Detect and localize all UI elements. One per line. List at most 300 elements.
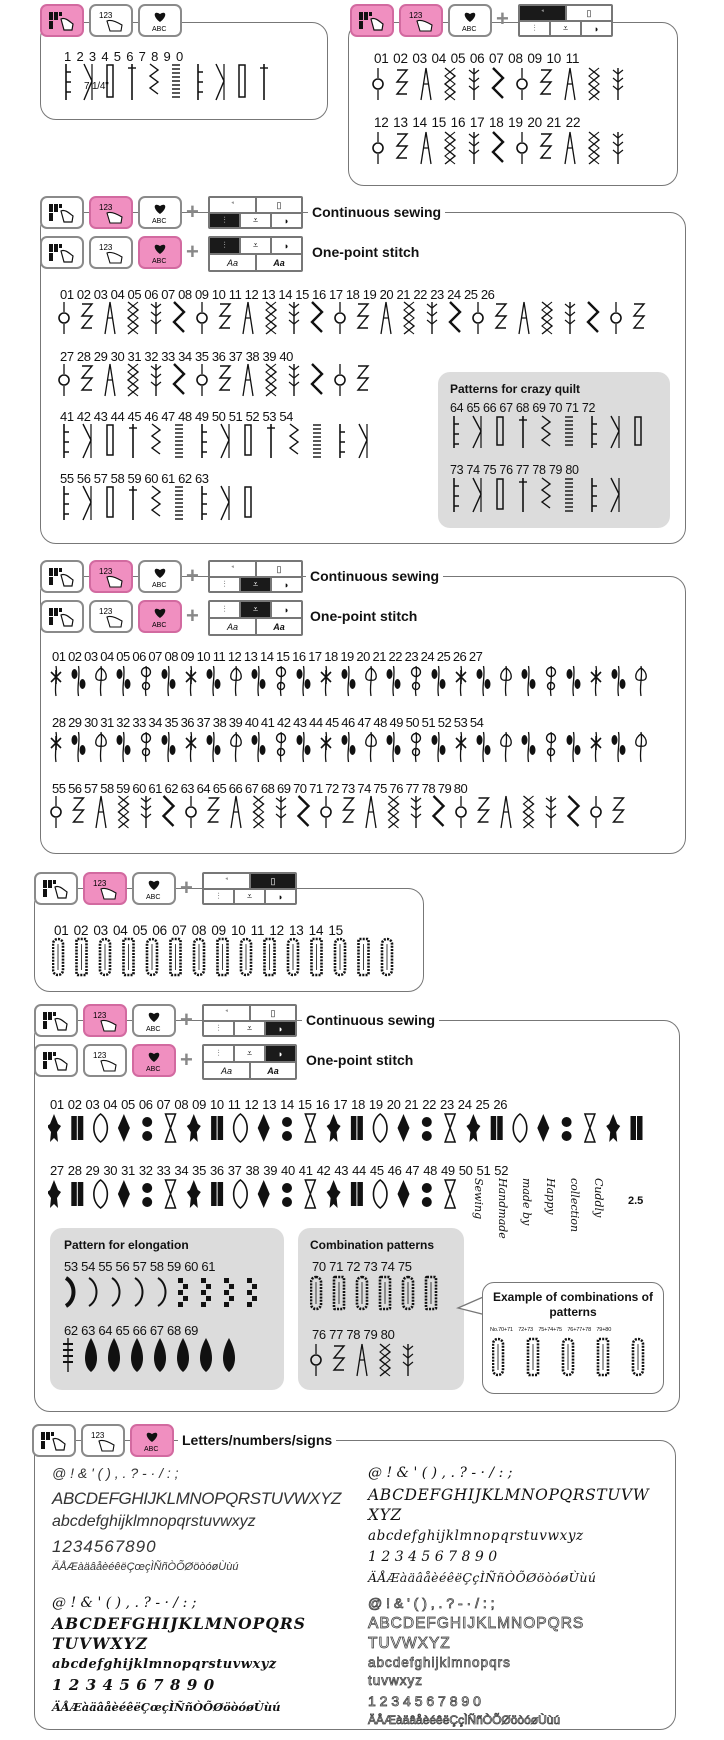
number-mode-button-5[interactable]	[83, 872, 127, 905]
stitch-glyph	[59, 364, 69, 396]
stitch-glyph	[105, 364, 115, 396]
combination-example-title: Example of combinations of patterns	[492, 1290, 654, 1319]
stitch-glyph	[491, 1116, 503, 1140]
stitch-glyph	[321, 796, 331, 828]
stitch-glyph	[612, 666, 626, 696]
s4-row2-numbers: 28 29 30 31 32 33 34 35 36 37 38 39 40 41 42 43 44 45 46 47 48 49 50 51 52 53 54	[52, 715, 484, 730]
crazy-row2-glyphs	[448, 476, 638, 514]
number-mode-button-3b[interactable]	[89, 236, 133, 269]
stitch-glyph	[528, 1339, 538, 1375]
stitch-glyph	[585, 1114, 595, 1142]
stitch-glyph	[117, 666, 131, 696]
svg-text:123: 123	[93, 878, 107, 888]
stitch-glyph	[456, 666, 466, 696]
stitch-glyph	[547, 732, 556, 762]
stitch-glyph	[186, 732, 196, 762]
buttonhole-options: ▯ ⫶ ⩡ ◗	[202, 872, 297, 905]
stitch-glyph	[344, 798, 354, 822]
stitch-glyph	[258, 1114, 270, 1142]
stitch-glyph	[456, 796, 466, 828]
stitch-glyph	[397, 134, 407, 158]
svg-text:123: 123	[91, 1430, 105, 1440]
stitch-glyph	[542, 302, 552, 334]
stitch-glyph	[164, 796, 174, 826]
stitch-glyph	[493, 132, 503, 162]
stitch-glyph	[234, 1180, 248, 1208]
stitch-glyph	[152, 424, 160, 454]
stitch-glyph	[501, 732, 512, 762]
utility-mode-button-7[interactable]	[32, 1424, 76, 1457]
s3-row4-glyphs	[58, 484, 278, 522]
stitch-glyph	[358, 304, 368, 328]
stitch-glyph	[519, 478, 527, 512]
f2-lower: abcdefghijklmnopqrstuvwxyz	[368, 1528, 584, 1544]
stitch-glyph	[589, 132, 599, 164]
stitch-glyph	[589, 68, 599, 100]
stitch-glyph	[105, 302, 115, 334]
utility-mode-button-6b[interactable]	[34, 1044, 78, 1077]
f2-digits: 1 2 3 4 5 6 7 8 9 0	[368, 1549, 498, 1565]
stitch-glyph	[187, 1180, 201, 1208]
combo-row1-numbers: 70 71 72 73 74 75	[312, 1259, 412, 1274]
stitch-glyph	[450, 302, 460, 332]
stitch-glyph	[567, 732, 581, 762]
stitch-glyph	[158, 1278, 166, 1306]
stitch-glyph	[469, 68, 479, 100]
number-mode-button-3[interactable]	[89, 196, 133, 229]
stitch-glyph	[380, 1277, 390, 1309]
stitch-glyph	[198, 64, 203, 100]
stitch-glyph	[211, 1116, 223, 1140]
word-collection: collection	[568, 1178, 581, 1233]
stitch-glyph	[519, 302, 529, 334]
f2-signs: @ ! & ' ( ) , . ? - · / : ;	[368, 1465, 513, 1481]
stitch-glyph	[412, 666, 421, 696]
stitch-glyph	[141, 796, 151, 828]
stitch-glyph	[100, 939, 110, 975]
stitch-glyph	[128, 64, 136, 100]
svg-text:123: 123	[93, 1010, 107, 1020]
one-point-options-6: ⫶ ⩡ ◗ Aa Aa	[202, 1044, 297, 1080]
stitch-glyph	[216, 64, 224, 100]
stitch-glyph	[562, 1117, 572, 1141]
number-mode-button-6[interactable]	[83, 1004, 127, 1037]
opt-cell-e[interactable]: ◗	[581, 21, 612, 36]
stitch-glyph	[85, 1338, 97, 1372]
stitch-glyph	[411, 796, 421, 828]
plus-sign: +	[496, 6, 509, 31]
s6-row1-numbers: 01 02 03 04 05 06 07 08 09 10 11 12 13 14 15 16 17 18 19 20 21 22 23 24 25 26	[50, 1097, 508, 1112]
stitch-glyph	[289, 364, 299, 396]
stitch-glyph	[427, 302, 437, 334]
utility-mode-button-3[interactable]	[40, 196, 84, 229]
stitch-glyph	[166, 1180, 176, 1208]
utility-mode-button-6[interactable]	[34, 1004, 78, 1037]
s2-row1-glyphs	[372, 66, 642, 106]
stitch-glyph	[63, 1338, 73, 1372]
combo-row2-numbers: 76 77 78 79 80	[312, 1327, 395, 1342]
utility-mode-button[interactable]	[40, 4, 84, 37]
utility-mode-button-5[interactable]	[34, 872, 78, 905]
stitch-glyph	[380, 1344, 390, 1376]
s3-row3-glyphs	[58, 422, 388, 460]
s4-row3-glyphs	[50, 794, 680, 838]
s2-row1-numbers: 01 02 03 04 05 06 07 08 09 10 11	[374, 51, 580, 66]
plus-sign: +	[180, 1007, 193, 1032]
s4-row1-numbers: 01 02 03 04 05 06 07 08 09 10 11 12 13 14 15 16 17 18 19 20 21 22 23 24 25 26 27	[52, 649, 483, 664]
stitch-glyph	[186, 666, 196, 696]
opt-cell-c[interactable]: ⫶	[519, 21, 550, 36]
stitch-glyph	[497, 479, 503, 509]
stitch-glyph	[175, 425, 183, 457]
character-mode-button-4[interactable]	[138, 560, 182, 593]
stitch-glyph	[66, 64, 71, 100]
stitch-glyph	[469, 132, 479, 164]
stitch-glyph	[172, 65, 180, 97]
stitch-glyph	[247, 1278, 257, 1307]
stitch-glyph	[94, 1180, 108, 1208]
stitch-glyph	[83, 424, 91, 458]
stitch-glyph	[389, 796, 399, 828]
stitch-glyph	[267, 424, 275, 458]
one-point-options: ⫶ ⩡ ◗ Aa Aa	[208, 236, 303, 272]
number-mode-button-4[interactable]	[89, 560, 133, 593]
stitch-glyph	[151, 364, 161, 396]
stitch-glyph	[299, 796, 309, 826]
heart-abc-icon	[146, 8, 174, 34]
stitch-glyph	[321, 666, 331, 696]
stitch-glyph	[592, 416, 597, 448]
f1-lower: abcdefghijklmnopqrstuvwxyz	[52, 1513, 256, 1530]
stitch-glyph	[334, 1346, 344, 1370]
stitch-glyph	[445, 1114, 455, 1142]
stitch-glyph	[565, 132, 575, 164]
stitch-glyph	[614, 798, 624, 822]
stitch-glyph	[51, 666, 61, 696]
svg-text:123: 123	[93, 1050, 107, 1060]
stitch-glyph	[297, 732, 311, 762]
opt-cell-a[interactable]	[519, 5, 566, 21]
stitch-glyph	[311, 1277, 321, 1309]
stitch-glyph	[373, 1114, 387, 1142]
stitch-glyph	[129, 486, 137, 520]
stitch-glyph	[606, 1114, 620, 1142]
stitch-glyph	[569, 796, 579, 826]
stitch-glyph	[397, 70, 407, 94]
crazy-row2-numbers: 73 74 75 76 77 78 79 80	[450, 463, 579, 477]
s5-row1-numbers: 01 02 03 04 05 06 07 08 09 10 11 12 13 14 15	[54, 923, 343, 938]
stitch-glyph	[493, 68, 503, 98]
stitch-glyph	[342, 732, 356, 762]
stitch-glyph	[541, 134, 551, 158]
stitch-glyph	[74, 798, 84, 822]
stitch-glyph	[612, 732, 626, 762]
stitch-glyph	[351, 1116, 363, 1140]
word-sewing: Sewing	[472, 1178, 485, 1220]
s4-row3-numbers: 55 56 57 58 59 60 61 62 63 64 65 66 67 68 69 70 71 72 73 74 75 76 77 78 79 80	[52, 781, 468, 796]
character-mode-button-6[interactable]	[132, 1004, 176, 1037]
stitch-glyph	[633, 1339, 643, 1375]
stitch-glyph	[289, 302, 299, 334]
stitch-glyph	[445, 132, 455, 164]
stitch-glyph	[107, 487, 113, 517]
stitch-glyph	[107, 65, 113, 97]
f3-upper-2: TUVWXYZ	[52, 1634, 148, 1653]
stitch-glyph	[591, 732, 601, 762]
stitch-glyph	[265, 939, 275, 975]
stitch-glyph	[151, 302, 161, 334]
combo-row2-glyphs	[310, 1342, 440, 1382]
stitch-glyph	[197, 364, 207, 396]
stitch-glyph	[252, 732, 266, 762]
svg-text:ABC: ABC	[146, 1025, 161, 1033]
stitch-glyph	[422, 1183, 432, 1207]
f2-upper-2: XYZ	[368, 1506, 402, 1524]
stitch-glyph	[398, 1180, 410, 1208]
f1-digits: 1234567890	[52, 1537, 157, 1556]
stitch-glyph	[335, 364, 345, 396]
stitch-glyph	[82, 366, 92, 390]
stitch-glyph	[456, 732, 466, 762]
stitch-glyph	[209, 798, 219, 822]
stitch-glyph	[524, 796, 534, 828]
number-mode-button-7[interactable]	[81, 1424, 125, 1457]
opt-cell-b[interactable]: ▯	[566, 5, 612, 21]
stitch-glyph	[565, 417, 573, 445]
f2-accents: ÄÅÆàäâåèéêëÇçÌÑñÒÕØöòóøÙùú	[368, 1570, 597, 1585]
stitch-glyph	[234, 1114, 248, 1142]
stitch-glyph	[473, 416, 481, 448]
combination-example-labels: No.70+71 72+73 75​+74+75 76+77+78 79+80	[490, 1327, 612, 1333]
stitch-glyph	[497, 417, 503, 445]
stitch-glyph	[542, 478, 550, 508]
f4-lower-2: tuvwxyz	[368, 1673, 424, 1688]
f4-lower: abcdefghijklmnopqrs	[368, 1655, 511, 1670]
s6-row2-numbers: 27 28 29 30 31 32 33 34 35 36 37 38 39 40 41 42 43 44 45 46 47 48 49 50 51 52	[50, 1163, 509, 1178]
stitch-glyph	[305, 1114, 315, 1142]
stitch-glyph	[432, 732, 446, 762]
stitch-glyph	[517, 132, 527, 164]
stitch-glyph	[611, 302, 621, 334]
number-mode-button-4b[interactable]	[89, 600, 133, 633]
stitch-glyph	[220, 304, 230, 328]
w52-label: 2.5	[628, 1195, 644, 1207]
stitch-glyph	[277, 732, 286, 762]
s6-row2-glyphs	[48, 1176, 468, 1216]
stitch-glyph	[202, 424, 207, 458]
f4-digits: 1 2 3 4 5 6 7 8 9 0	[368, 1693, 481, 1709]
stitch-glyph	[166, 1114, 176, 1142]
stitch-glyph	[107, 425, 113, 455]
continuous-options: ▯ ⫶ ⩡ ◗	[208, 196, 303, 229]
stitch-glyph	[477, 666, 491, 696]
svg-text:123: 123	[99, 10, 113, 20]
plus-sign: +	[186, 603, 199, 628]
combination-title: Combination patterns	[310, 1238, 435, 1252]
character-mode-button[interactable]	[138, 4, 182, 37]
stitch-glyph	[466, 1114, 480, 1142]
character-mode-button-7[interactable]	[130, 1424, 174, 1457]
stitch-glyph	[519, 416, 527, 448]
elong-row2-numbers: 62 63 64 65 66 67 68 69	[64, 1323, 199, 1338]
character-mode-button-3[interactable]	[138, 196, 182, 229]
continuous-sewing-label-4: Continuous sewing	[306, 568, 443, 584]
stitch-glyph	[496, 304, 506, 328]
f4-upper-1: ABCDEFGHIJKLMNOPQRS	[368, 1615, 585, 1632]
stitch-glyph	[254, 796, 264, 828]
elong-row1-glyphs	[62, 1274, 276, 1312]
stitch-glyph	[334, 1277, 344, 1309]
stitch-glyph	[152, 486, 160, 516]
stitch-glyph	[421, 132, 431, 164]
utility-stitch-icon	[47, 9, 77, 33]
elongation-title: Pattern for elongation	[64, 1238, 189, 1252]
stitch-glyph	[522, 732, 536, 762]
number-mode-button-2[interactable]	[399, 4, 443, 37]
word-happy: Happy	[544, 1178, 557, 1215]
stitch-glyph	[588, 302, 598, 332]
character-mode-button-2[interactable]	[448, 4, 492, 37]
stitch-glyph	[108, 1338, 120, 1372]
stitch-glyph	[501, 666, 512, 696]
number-mode-button[interactable]	[89, 4, 133, 37]
f1-signs: @ ! & ' ( ) , . ? - · / : ;	[52, 1465, 179, 1481]
stitch-glyph	[218, 939, 228, 975]
stitch-glyph	[142, 666, 151, 696]
stitch-glyph	[282, 1183, 292, 1207]
s2-row2-glyphs	[372, 130, 642, 170]
stitch-glyph	[207, 666, 221, 696]
character-mode-button-4b[interactable]	[138, 600, 182, 633]
stitch-glyph	[546, 796, 556, 828]
stitch-glyph	[541, 70, 551, 94]
continuous-sewing-label-6: Continuous sewing	[302, 1012, 439, 1028]
character-mode-button-5[interactable]	[132, 872, 176, 905]
stitch-glyph	[636, 666, 647, 696]
stitch-glyph	[335, 939, 345, 975]
stitch-glyph	[96, 796, 106, 828]
stitch-glyph	[357, 1344, 367, 1376]
stitch-glyph	[276, 796, 286, 828]
stitch-glyph	[636, 732, 647, 762]
f3-upper-1: ABCDEFGHIJKLMNOPQRS	[52, 1614, 306, 1633]
utility-mode-button-2[interactable]	[350, 4, 394, 37]
character-mode-button-3b[interactable]	[138, 236, 182, 269]
stitch-glyph	[171, 939, 181, 975]
stitch-glyph	[147, 939, 157, 975]
plus-sign: +	[180, 1047, 193, 1072]
stitch-glyph	[359, 939, 369, 975]
stitch-glyph	[591, 666, 601, 696]
s3-row1-numbers: 01 02 03 04 05 06 07 08 09 10 11 12 13 14 15 16 17 18 19 20 21 22 23 24 25 26	[60, 287, 495, 302]
stitch-glyph	[387, 732, 401, 762]
stitch-glyph	[421, 68, 431, 100]
stitch-glyph	[445, 1180, 455, 1208]
stitch-glyph	[194, 939, 204, 975]
stitch-glyph	[327, 1114, 341, 1142]
stitch-glyph	[258, 1180, 270, 1208]
stitch-glyph	[118, 1114, 130, 1142]
stitch-glyph	[373, 1180, 387, 1208]
stitch-glyph	[611, 416, 619, 448]
s3-row2-numbers: 27 28 29 30 31 32 33 34 35 36 37 38 39 40	[60, 349, 293, 364]
stitch-glyph	[131, 1338, 143, 1372]
stitch-glyph	[631, 1116, 643, 1140]
stitch-glyph	[266, 302, 276, 334]
stitch-glyph	[387, 666, 401, 696]
svg-text:123: 123	[99, 202, 113, 212]
utility-mode-button-4b[interactable]	[40, 600, 84, 633]
one-point-stitch-label-4: One-point stitch	[306, 608, 421, 624]
stitch-glyph	[312, 302, 322, 332]
stitch-glyph	[403, 1344, 413, 1376]
stitch-glyph	[305, 1180, 315, 1208]
continuous-options-6: ▯ ⫶ ⩡ ◗	[202, 1004, 297, 1037]
svg-text:ABC: ABC	[152, 621, 167, 629]
utility-mode-button-3b[interactable]	[40, 236, 84, 269]
number-mode-button-6b[interactable]	[83, 1044, 127, 1077]
word-made-by: made by	[520, 1178, 533, 1226]
stitch-glyph	[357, 1277, 367, 1309]
stitch-glyph	[382, 939, 392, 975]
stitch-glyph	[64, 486, 69, 520]
stitch-glyph	[150, 64, 158, 94]
character-mode-button-6b[interactable]	[132, 1044, 176, 1077]
stitch-glyph	[565, 302, 575, 334]
heart-abc-icon	[456, 8, 484, 34]
stitch-glyph	[72, 666, 86, 696]
stitch-glyph	[613, 68, 623, 100]
elong-row1-numbers: 53 54 55 56 57 58 59 60 61	[64, 1259, 216, 1274]
utility-stitch-icon	[357, 9, 387, 33]
stitch-glyph	[231, 666, 242, 696]
stitch-glyph	[252, 666, 266, 696]
f3-lower: abcdefghijklmnopqrstuvwxyz	[52, 1657, 277, 1672]
stitch-glyph	[112, 1278, 120, 1306]
s6-row1-glyphs	[48, 1110, 668, 1150]
stitch-glyph	[260, 64, 268, 100]
stitch-glyph	[454, 478, 459, 512]
stitch-glyph	[288, 939, 298, 975]
stitch-glyph	[611, 478, 619, 512]
stitch-glyph	[373, 132, 383, 164]
stitch-glyph	[412, 732, 421, 762]
s1-numbers: 1 2 3 4 5 6 7 8 9 0	[64, 49, 184, 64]
stitch-glyph	[59, 302, 69, 334]
stitch-glyph	[282, 1117, 292, 1141]
stitch-glyph	[83, 486, 91, 520]
stitch-glyph	[241, 939, 251, 975]
stitch-glyph	[245, 487, 251, 517]
stitch-glyph	[321, 732, 331, 762]
stitch-glyph	[142, 1117, 152, 1141]
stitch-glyph	[297, 666, 311, 696]
opt-cell-d[interactable]: ⩡	[550, 21, 581, 36]
number-hand-icon	[405, 9, 437, 33]
plus-sign: +	[186, 563, 199, 588]
svg-text:123: 123	[409, 10, 423, 20]
crazy-quilt-title: Patterns for crazy quilt	[450, 382, 581, 396]
utility-mode-button-4[interactable]	[40, 560, 84, 593]
stitch-glyph	[422, 1117, 432, 1141]
stitch-glyph	[177, 1338, 189, 1372]
stitch-glyph	[479, 798, 489, 822]
stitch-glyph	[82, 304, 92, 328]
crazy-row1-numbers: 64 65 66 67 68 69 70 71 72	[450, 401, 596, 415]
stitch-glyph	[542, 416, 550, 446]
plus-sign: +	[186, 239, 199, 264]
stitch-glyph	[96, 732, 107, 762]
